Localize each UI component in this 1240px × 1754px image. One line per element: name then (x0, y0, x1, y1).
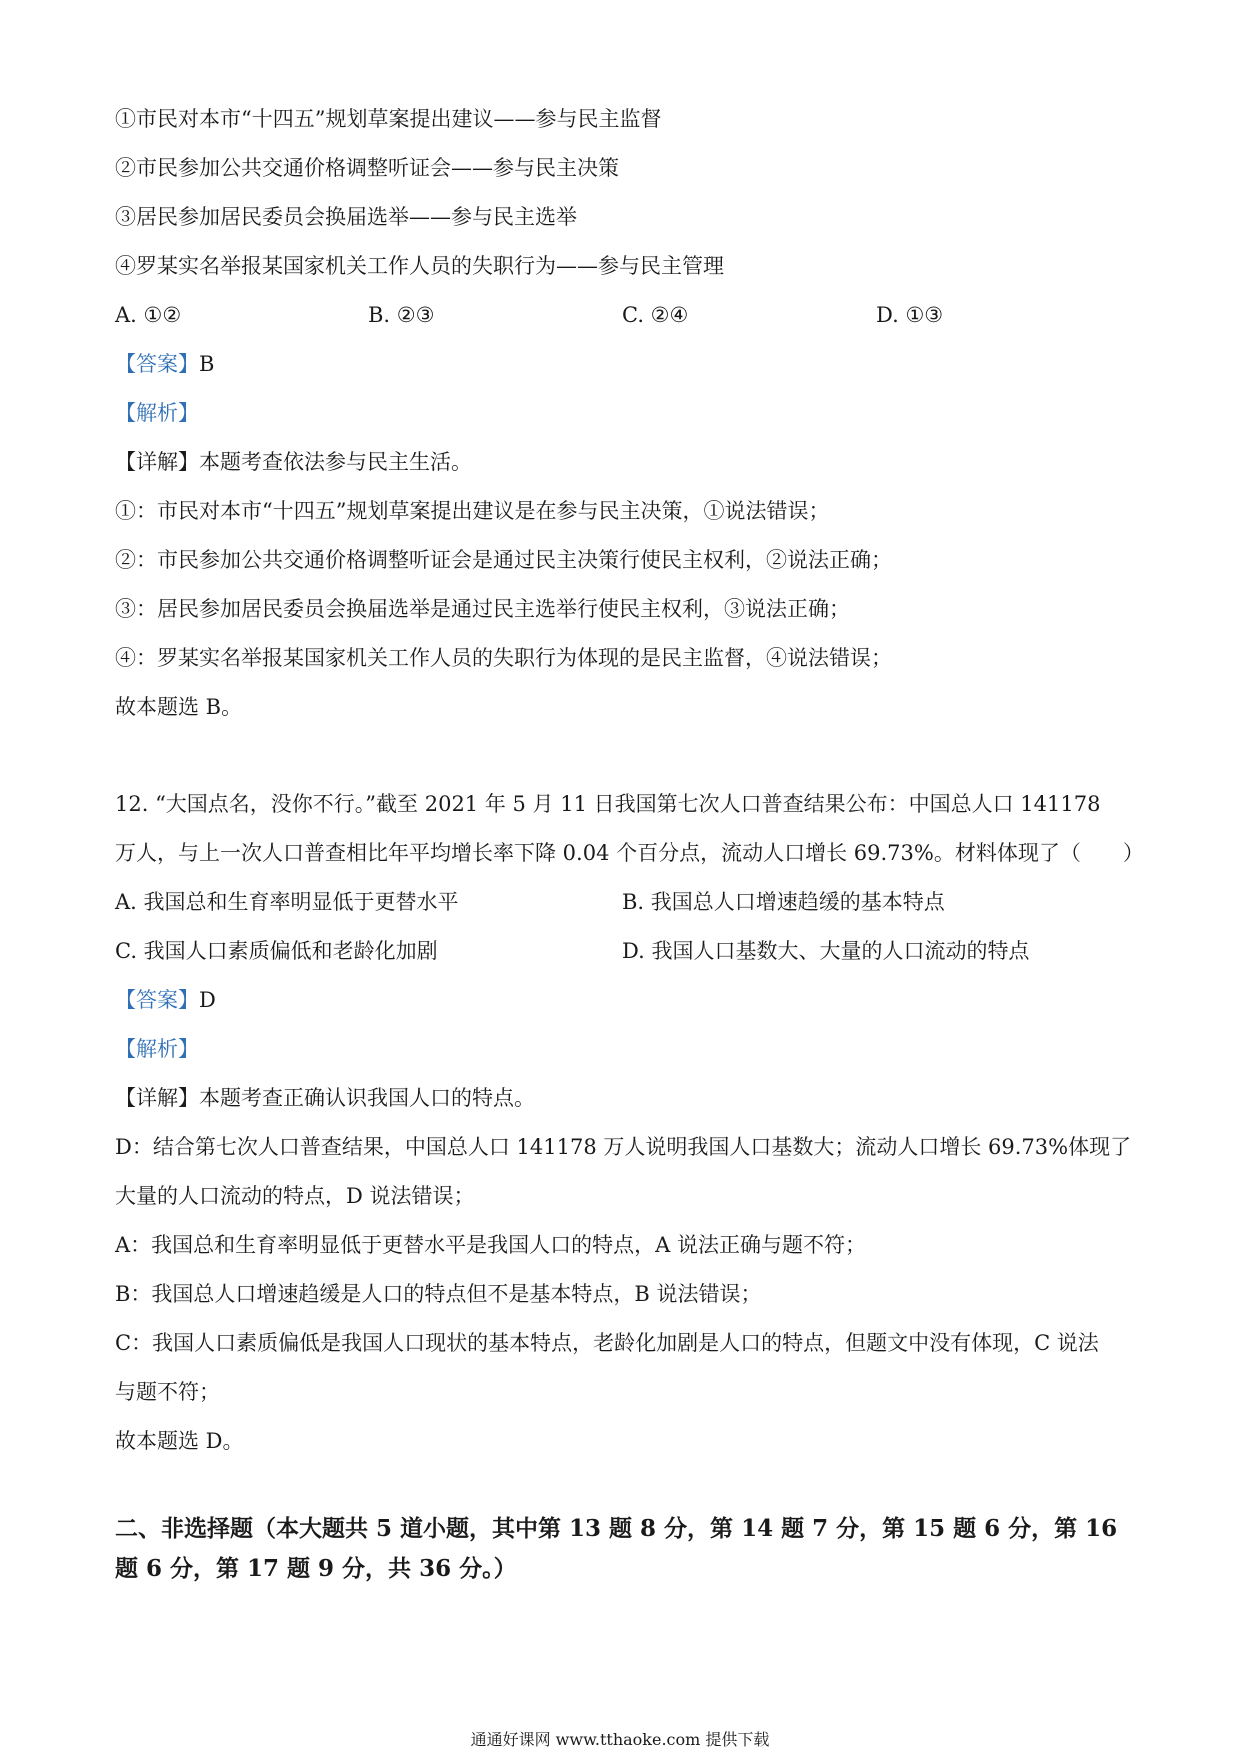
q11-option-a: A. ①② (115, 303, 182, 327)
q11-item-3: ③居民参加居民委员会换届选举——参与民主选举 (115, 205, 577, 229)
q11-option-b: B. ②③ (368, 303, 435, 327)
page-footer: 通通好课网 www.tthaoke.com 提供下载 (470, 1730, 770, 1749)
q12-answer-value: D (199, 988, 216, 1012)
q11-item-1: ①市民对本市“十四五”规划草案提出建议——参与民主监督 (115, 107, 662, 131)
q12-answer-label: 【答案】 (115, 988, 199, 1012)
q12-explanation-1: D：结合第七次人口普查结果，中国总人口 141178 万人说明我国人口基数大；流动人口增长 69.73%体现了 (115, 1135, 1132, 1159)
q12-option-a: A. 我国总和生育率明显低于更替水平 (115, 890, 459, 914)
q11-conclusion: 故本题选 B。 (115, 695, 243, 719)
q12-conclusion: 故本题选 D。 (115, 1429, 244, 1453)
q11-detail-label: 【详解】 (115, 450, 199, 474)
q11-explanation-3: ③：居民参加居民委员会换届选举是通过民主选举行使民主权利，③说法正确； (115, 597, 850, 621)
q11-answer-label: 【答案】 (115, 352, 199, 376)
q11-explanation-4: ④：罗某实名举报某国家机关工作人员的失职行为体现的是民主监督，④说法错误； (115, 646, 892, 670)
q12-detail-intro: 本题考查正确认识我国人口的特点。 (199, 1086, 535, 1110)
q12-option-b: B. 我国总人口增速趋缓的基本特点 (622, 890, 945, 914)
q11-detail-intro: 本题考查依法参与民主生活。 (199, 450, 472, 474)
q12-detail-label: 【详解】 (115, 1086, 199, 1110)
q11-detail (115, 447, 472, 477)
q11-item-4: ④罗某实名举报某国家机关工作人员的失职行为——参与民主管理 (115, 254, 724, 278)
q12-option-c: C. 我国人口素质偏低和老龄化加剧 (115, 939, 438, 963)
section-2-heading-line-2: 题 6 分，第 17 题 9 分，共 36 分。） (115, 1555, 517, 1582)
q11-option-d: D. ①③ (876, 303, 944, 327)
q12-analysis-label: 【解析】 (115, 1037, 199, 1061)
q11-analysis-label: 【解析】 (115, 401, 199, 425)
q11-answer (115, 349, 214, 379)
q11-item-2: ②市民参加公共交通价格调整听证会——参与民主决策 (115, 156, 619, 180)
q12-explanation-5: C：我国人口素质偏低是我国人口现状的基本特点，老龄化加剧是人口的特点，但题文中没有体现，C 说法 (115, 1331, 1099, 1355)
q11-explanation-2: ②：市民参加公共交通价格调整听证会是通过民主决策行使民主权利，②说法正确； (115, 548, 892, 572)
q12-explanation-4: B：我国总人口增速趋缓是人口的特点但不是基本特点，B 说法错误； (115, 1282, 762, 1306)
section-2-heading-line-1: 二、非选择题（本大题共 5 道小题，其中第 13 题 8 分，第 14 题 7 分，第 15 题 6 分，第 16 (115, 1515, 1118, 1542)
q12-detail (115, 1083, 535, 1113)
q12-explanation-6: 与题不符； (115, 1380, 220, 1404)
q11-option-c: C. ②④ (622, 303, 689, 327)
q12-answer (115, 985, 216, 1015)
q12-explanation-3: A：我国总和生育率明显低于更替水平是我国人口的特点，A 说法正确与题不符； (115, 1233, 867, 1257)
q11-answer-value: B (199, 352, 215, 376)
q12-option-d: D. 我国人口基数大、大量的人口流动的特点 (622, 939, 1030, 963)
q12-explanation-2: 大量的人口流动的特点，D 说法错误； (115, 1184, 475, 1208)
q12-stem-line-2: 万人，与上一次人口普查相比年平均增长率下降 0.04 个百分点，流动人口增长 69.73%。材料体现了（ ） (115, 841, 1144, 865)
q12-stem-line-1: 12. “大国点名，没你不行。”截至 2021 年 5 月 11 日我国第七次人口普查结果公布：中国总人口 141178 (115, 792, 1101, 816)
q11-explanation-1: ①：市民对本市“十四五”规划草案提出建议是在参与民主决策，①说法错误； (115, 499, 830, 523)
